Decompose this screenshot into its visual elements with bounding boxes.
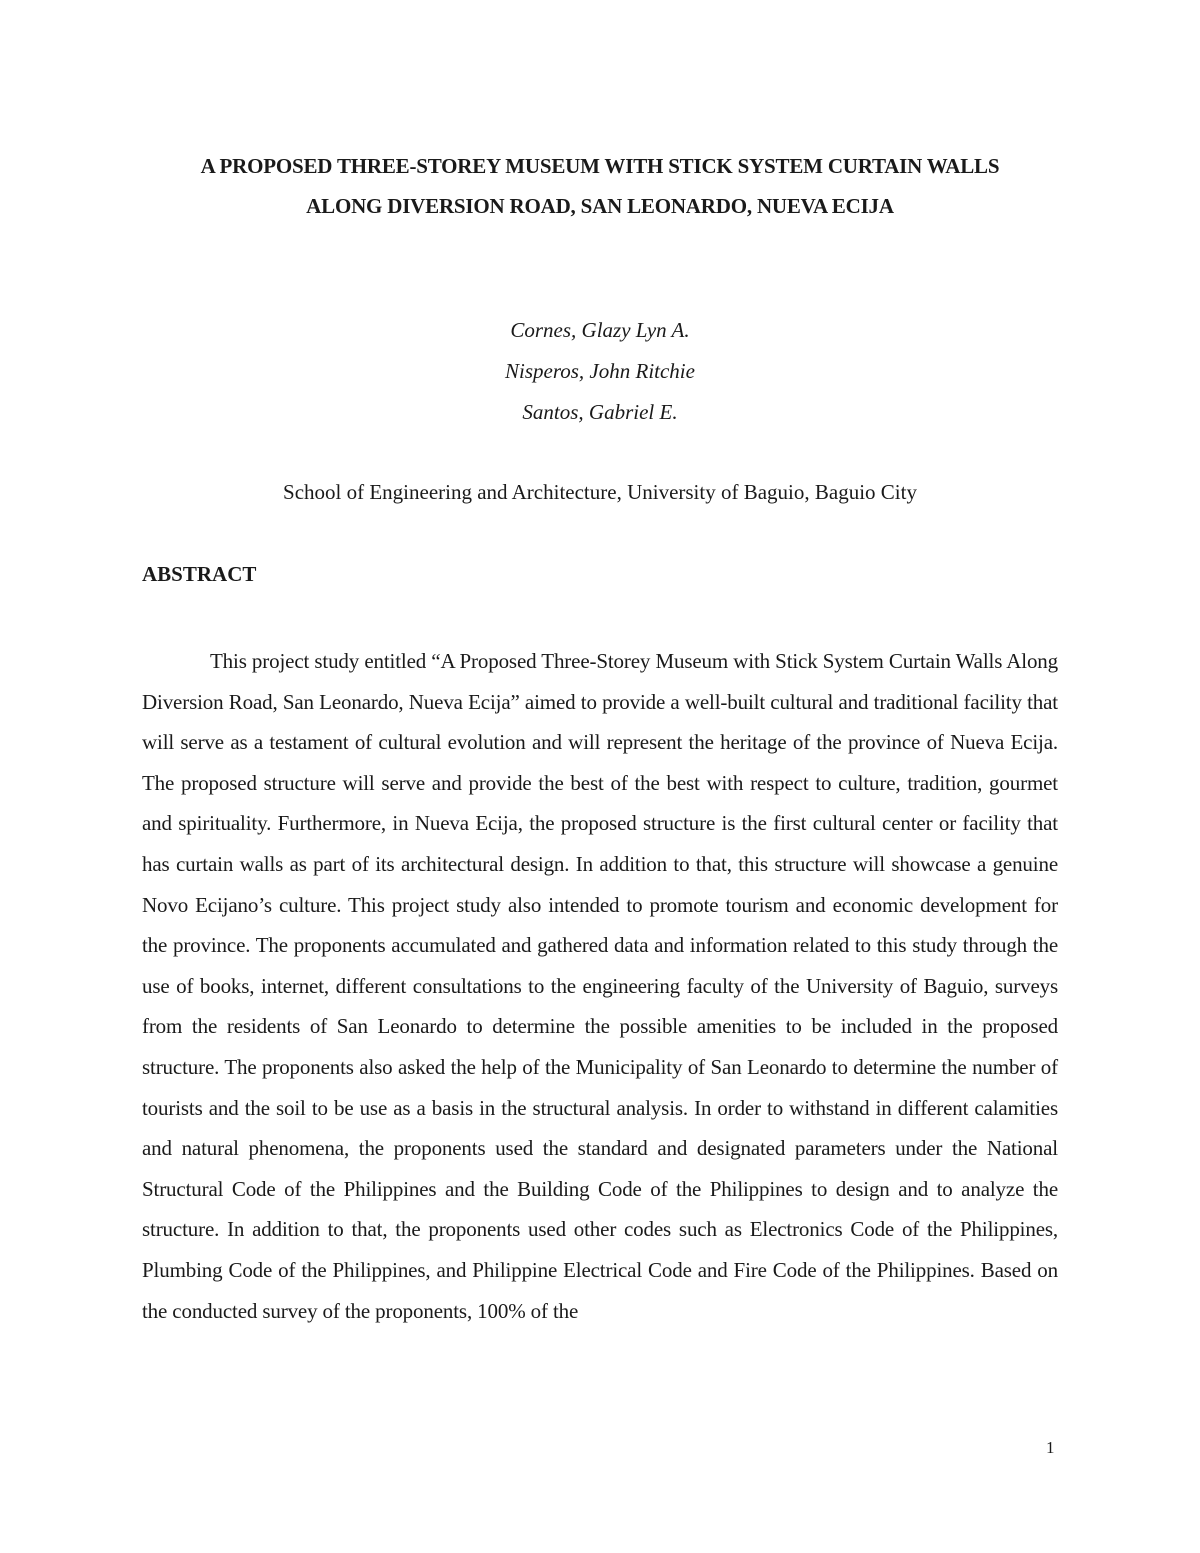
abstract-body: This project study entitled “A Proposed Three-Storey Museum with Stick System Curtain Walls Along Diversion Road, San Leonardo, Nueva Ecija” aimed to provide a well-built cultural and traditional facility that will serve as a testament of cultural evolution and will represent the heritage of the province of Nueva Ecija. The proposed structure will serve and provide the best of the best with respect to culture, tradition, gourmet and spirituality. Furthermore, in Nueva Ecija, the proposed structure is the first cultural center or facility that has curtain walls as part of its architectural design. In addition to that, this structure will showcase a genuine Novo Ecijano’s culture. This project study also intended to promote tourism and economic development for the province. The proponents accumulated and gathered data and information related to this study through the use of books, internet, different consultations to the engineering faculty of the University of Baguio, surveys from the residents of San Leonardo to determine the possible amenities to be included in the proposed structure. The proponents also asked the help of the Municipality of San Leonardo to determine the number of tourists and the soil to be use as a basis in the structural analysis. In order to withstand in different calamities and natural phenomena, the proponents used the standard and designated parameters under the National Structural Code of the Philippines and the Building Code of the Philippines to design and to analyze the structure. In addition to that, the proponents used other codes such as Electronics Code of the Philippines, Plumbing Code of the Philippines, and Philippine Electrical Code and Fire Code of the Philippines. Based on the conducted survey of the proponents, 100% of the (142, 649, 1058, 1323)
page-number: 1 (1046, 1438, 1055, 1457)
document-title (100, 146, 1100, 226)
affiliation: School of Engineering and Architecture, University of Baguio, Baguio City (283, 480, 917, 504)
title-line-2: ALONG DIVERSION ROAD, SAN LEONARDO, NUEVA ECIJA (306, 194, 894, 218)
author-2: Nisperos, John Ritchie (505, 359, 695, 383)
author-1: Cornes, Glazy Lyn A. (510, 318, 690, 342)
abstract-heading: ABSTRACT (142, 562, 257, 586)
title-line-1: A PROPOSED THREE-STOREY MUSEUM WITH STICK SYSTEM CURTAIN WALLS (200, 154, 1000, 178)
author-list (100, 310, 1100, 433)
author-3: Santos, Gabriel E. (522, 400, 678, 424)
